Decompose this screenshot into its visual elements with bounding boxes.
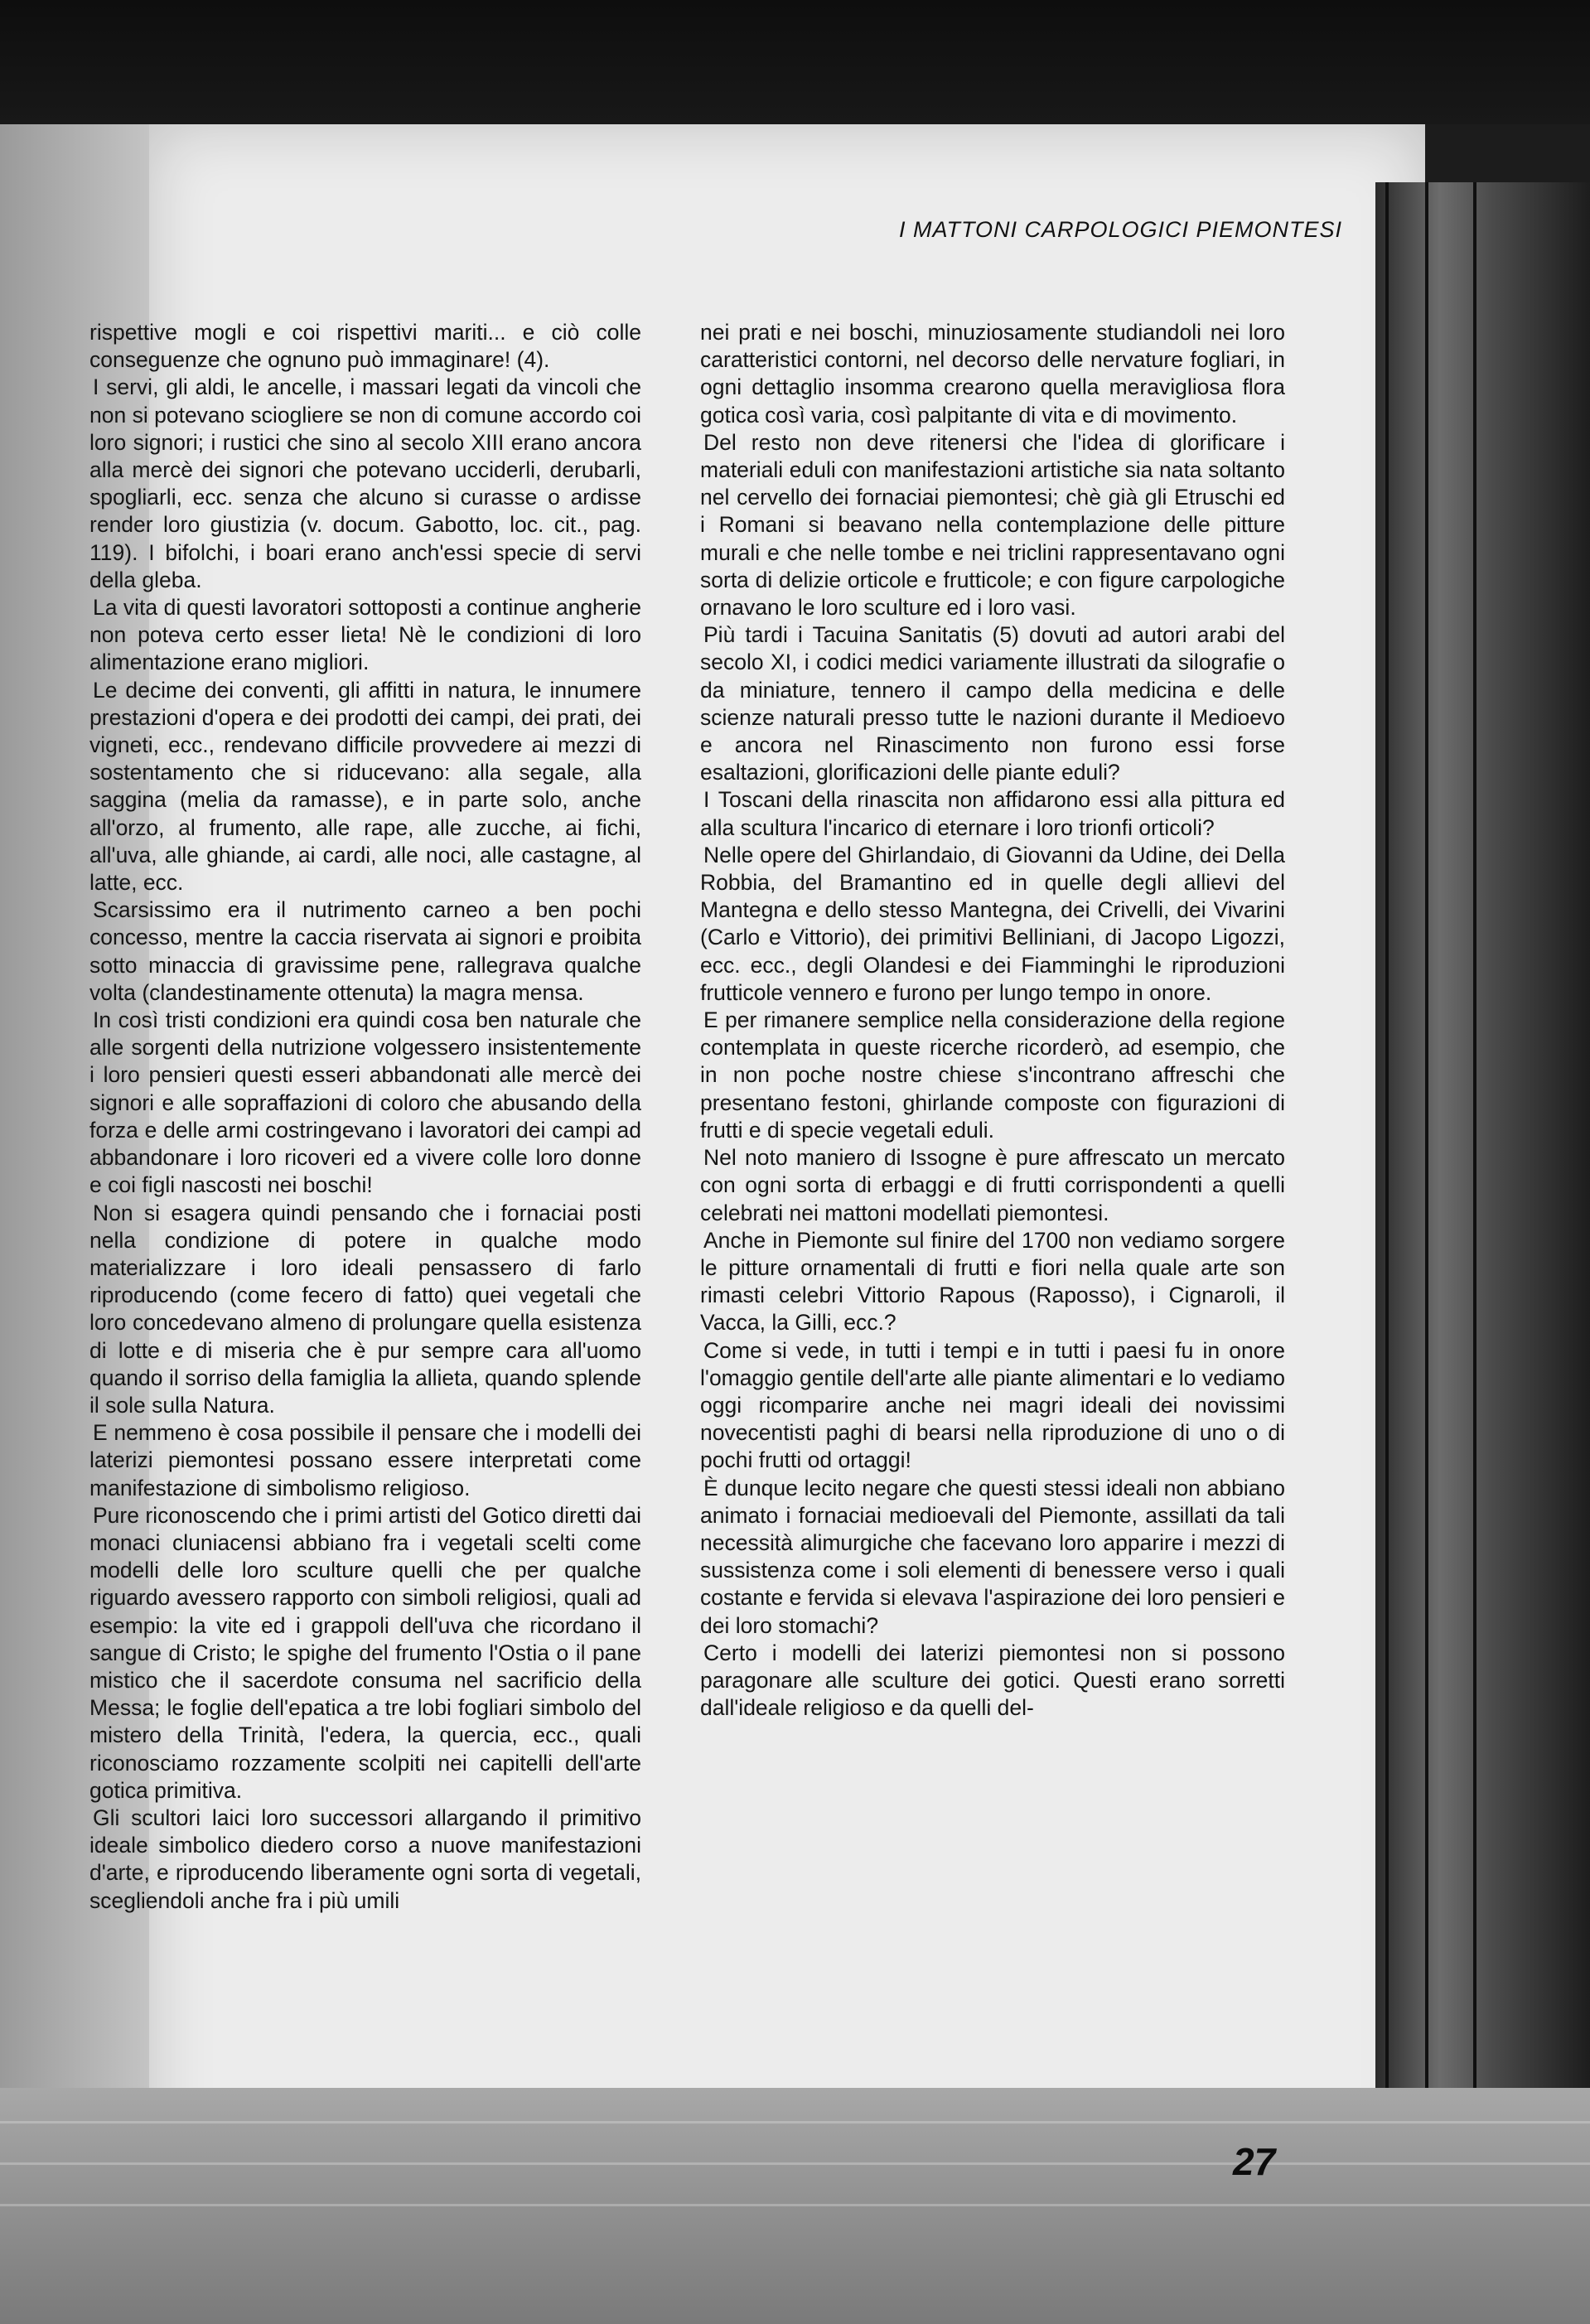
running-head: I MATTONI CARPOLOGICI PIEMONTESI xyxy=(899,217,1343,242)
paragraph: Più tardi i Tacuina Sanitatis (5) dovuti ad autori arabi del secolo XI, i codici medici variamente illustrati da silografie o da miniature, tennero il campo della medicina e delle scienze naturali presso tutte le nazioni durante il Medioevo e ancora nel Rinascimento non furono essi forse esaltazioni, glorificazioni delle piante eduli? xyxy=(700,622,1285,785)
scan-bottom-band xyxy=(0,2088,1590,2324)
paragraph: Pure riconoscendo che i primi artisti del Gotico diretti dai monaci cluniacensi abbiano fra i vegetali scelti come modelli delle loro sculture quelli che per qualche riguardo avessero rapporto con simboli religiosi, quali ad esempio: la vite ed i grappoli dell'uva che ricordano il sangue di Cristo; le spighe del frumento l'Ostia o il pane mistico che il sacerdote consuma nel sacrificio della Messa; le foglie dell'epatica a tre lobi fogliari simbolo del mistero della Trinità, l'edera, la quercia, ecc., quali riconosciamo rozzamente scolpiti nei capitelli dell'arte gotica primitiva. xyxy=(89,1502,641,1803)
paragraph: Come si vede, in tutti i tempi e in tutti i paesi fu in onore l'omaggio gentile dell'arte alle piante alimentari e lo vediamo oggi ricomparire anche nei magri ideali dei novissimi novecentisti paghi di bearsi nella riproduzione di uno o di pochi frutti od ortaggi! xyxy=(700,1337,1285,1473)
paragraph: nei prati e nei boschi, minuziosamente studiandoli nei loro caratteristici contorni, nel decorso delle nervature fogliari, in ogni dettaglio insomma crearono quella meravigliosa flora gotica così varia, così palpitante di vita e di movimento. xyxy=(700,320,1285,428)
page-number: 27 xyxy=(1233,2140,1276,2183)
paragraph: rispettive mogli e coi rispettivi mariti... e ciò colle conseguenze che ognuno può immaginare! (4). xyxy=(89,320,641,373)
page-edge-line xyxy=(1473,182,1476,2324)
paragraph: È dunque lecito negare che questi stessi ideali non abbiano animato i fornaciai medioevali del Piemonte, assillati da tali necessità alimurgiche che facevano loro apparire i mezzi di sussistenza come i soli elementi di benessere verso i quali costante e fervida si elevava l'aspirazione dei loro pensieri e dei loro stomachi? xyxy=(700,1475,1285,1638)
paragraph: Non si esagera quindi pensando che i fornaciai posti nella condizione di potere in qualche modo materializzare i loro ideali pensassero di farlo riproducendo (come fecero di fatto) quei vegetali che loro concedevano almeno di prolungare quella esistenza di lotte e di miseria che è pur sempre cara all'uomo quando il sorriso della famiglia la allieta, quando splende il sole sulla Natura. xyxy=(89,1200,641,1418)
paragraph: Anche in Piemonte sul finire del 1700 non vediamo sorgere le pitture ornamentali di frutti e fiori nella quale arte son rimasti celebri Vittorio Rapous (Raposso), i Cignaroli, il Vacca, la Gilli, ecc.? xyxy=(700,1227,1285,1336)
right-text-column xyxy=(700,319,1285,1722)
paragraph: I Toscani della rinascita non affidarono essi alla pittura ed alla scultura l'incarico di eternare i loro trionfi orticoli? xyxy=(700,787,1285,840)
paragraph: Le decime dei conventi, gli affitti in natura, le innumere prestazioni d'opera e dei prodotti dei campi, dei prati, dei vigneti, ecc., rendevano difficile provvedere ai mezzi di sostentamento che si riducevano: alla segale, alla saggina (melia da ramasse), e in parte solo, anche all'orzo, al frumento, alle rape, alle zucche, ai fichi, all'uva, alle ghiande, ai cardi, alle noci, alle castagne, al latte, ecc. xyxy=(89,677,641,896)
scan-stripe xyxy=(0,2162,1590,2165)
paragraph: In così tristi condizioni era quindi cosa ben naturale che alle sorgenti della nutrizione volgessero insistentemente i loro pensieri questi esseri abbandonati alle mercè dei signori e alle sopraffazioni di coloro che abusando della forza e delle armi costringevano i lavoratori dei campi ad abbandonare i loro ricoveri ed a vivere colle loro donne e coi figli nascosti nei boschi! xyxy=(89,1007,641,1198)
page-edge-line xyxy=(1385,182,1389,2324)
scan-top-band xyxy=(0,0,1590,124)
paragraph: Nelle opere del Ghirlandaio, di Giovanni da Udine, dei Della Robbia, del Bramantino ed in quelle degli allievi del Mantegna e dello stesso Mantegna, dei Crivelli, dei Vivarini (Carlo e Vittorio), dei primitivi Belliniani, di Jacopo Ligozzi, ecc. ecc., degli Olandesi e dei Fiamminghi le riproduzioni frutticole vennero e furono per lungo tempo in onore. xyxy=(700,842,1285,1005)
paragraph: Scarsissimo era il nutrimento carneo a ben pochi concesso, mentre la caccia riservata ai signori e proibita sotto minaccia di gravissime pene, rallegrava qualche volta (clandestinamente ottenuta) la magra mensa. xyxy=(89,897,641,1005)
paragraph: Nel noto maniero di Issogne è pure affrescato un mercato con ogni sorta di erbaggi e di frutti corrispondenti a quelli celebrati nei mattoni modellati piemontesi. xyxy=(700,1145,1285,1225)
paragraph: I servi, gli aldi, le ancelle, i massari legati da vincoli che non si potevano sciogliere se non di comune accordo coi loro signori; i rustici che sino al secolo XIII erano ancora alla mercè dei signori che potevano ucciderli, derubarli, spogliarli, ecc. senza che alcuno si curasse o ardisse render loro giustizia (v. docum. Gabotto, loc. cit., pag. 119). I bifolchi, i boari erano anch'essi specie di servi della gleba. xyxy=(89,374,641,592)
paragraph: Del resto non deve ritenersi che l'idea di glorificare i materiali eduli con manifestazioni artistiche sia nata soltanto nel cervello dei fornaciai piemontesi; chè già gli Etruschi ed i Romani si beavano nella contemplazione delle pitture murali e che nelle tombe e nei triclini rappresentavano ogni sorta di delizie orticole e frutticole; e con figure carpologiche ornavano le loro sculture ed i loro vasi. xyxy=(700,429,1285,621)
scan-stripe xyxy=(0,2121,1590,2123)
page-edge-line xyxy=(1425,182,1428,2324)
scan-stripe xyxy=(0,2204,1590,2206)
left-text-column xyxy=(89,319,641,1915)
paragraph: E per rimanere semplice nella considerazione della regione contemplata in queste ricerche ricorderò, ad esempio, che in non poche nostre chiese s'incontrano affreschi che presentano festoni, ghirlande composte con figurazioni di frutti e di specie vegetali eduli. xyxy=(700,1007,1285,1143)
paragraph: Certo i modelli dei laterizi piemontesi non si possono paragonare alle sculture dei gotici. Questi erano sorretti dall'ideale religioso e da quelli del- xyxy=(700,1640,1285,1721)
paragraph: E nemmeno è cosa possibile il pensare che i modelli dei laterizi piemontesi possano essere interpretati come manifestazione di simbolismo religioso. xyxy=(89,1420,641,1500)
paragraph: Gli scultori laici loro successori allargando il primitivo ideale simbolico diedero corso a nuove manifestazioni d'arte, e riproducendo liberamente ogni sorta di vegetali, scegliendoli anche fra i più umili xyxy=(89,1805,641,1913)
paragraph: La vita di questi lavoratori sottoposti a continue angherie non poteva certo esser lieta! Nè le condizioni di loro alimentazione erano migliori. xyxy=(89,595,641,675)
scan-right-strip xyxy=(1375,182,1590,2324)
